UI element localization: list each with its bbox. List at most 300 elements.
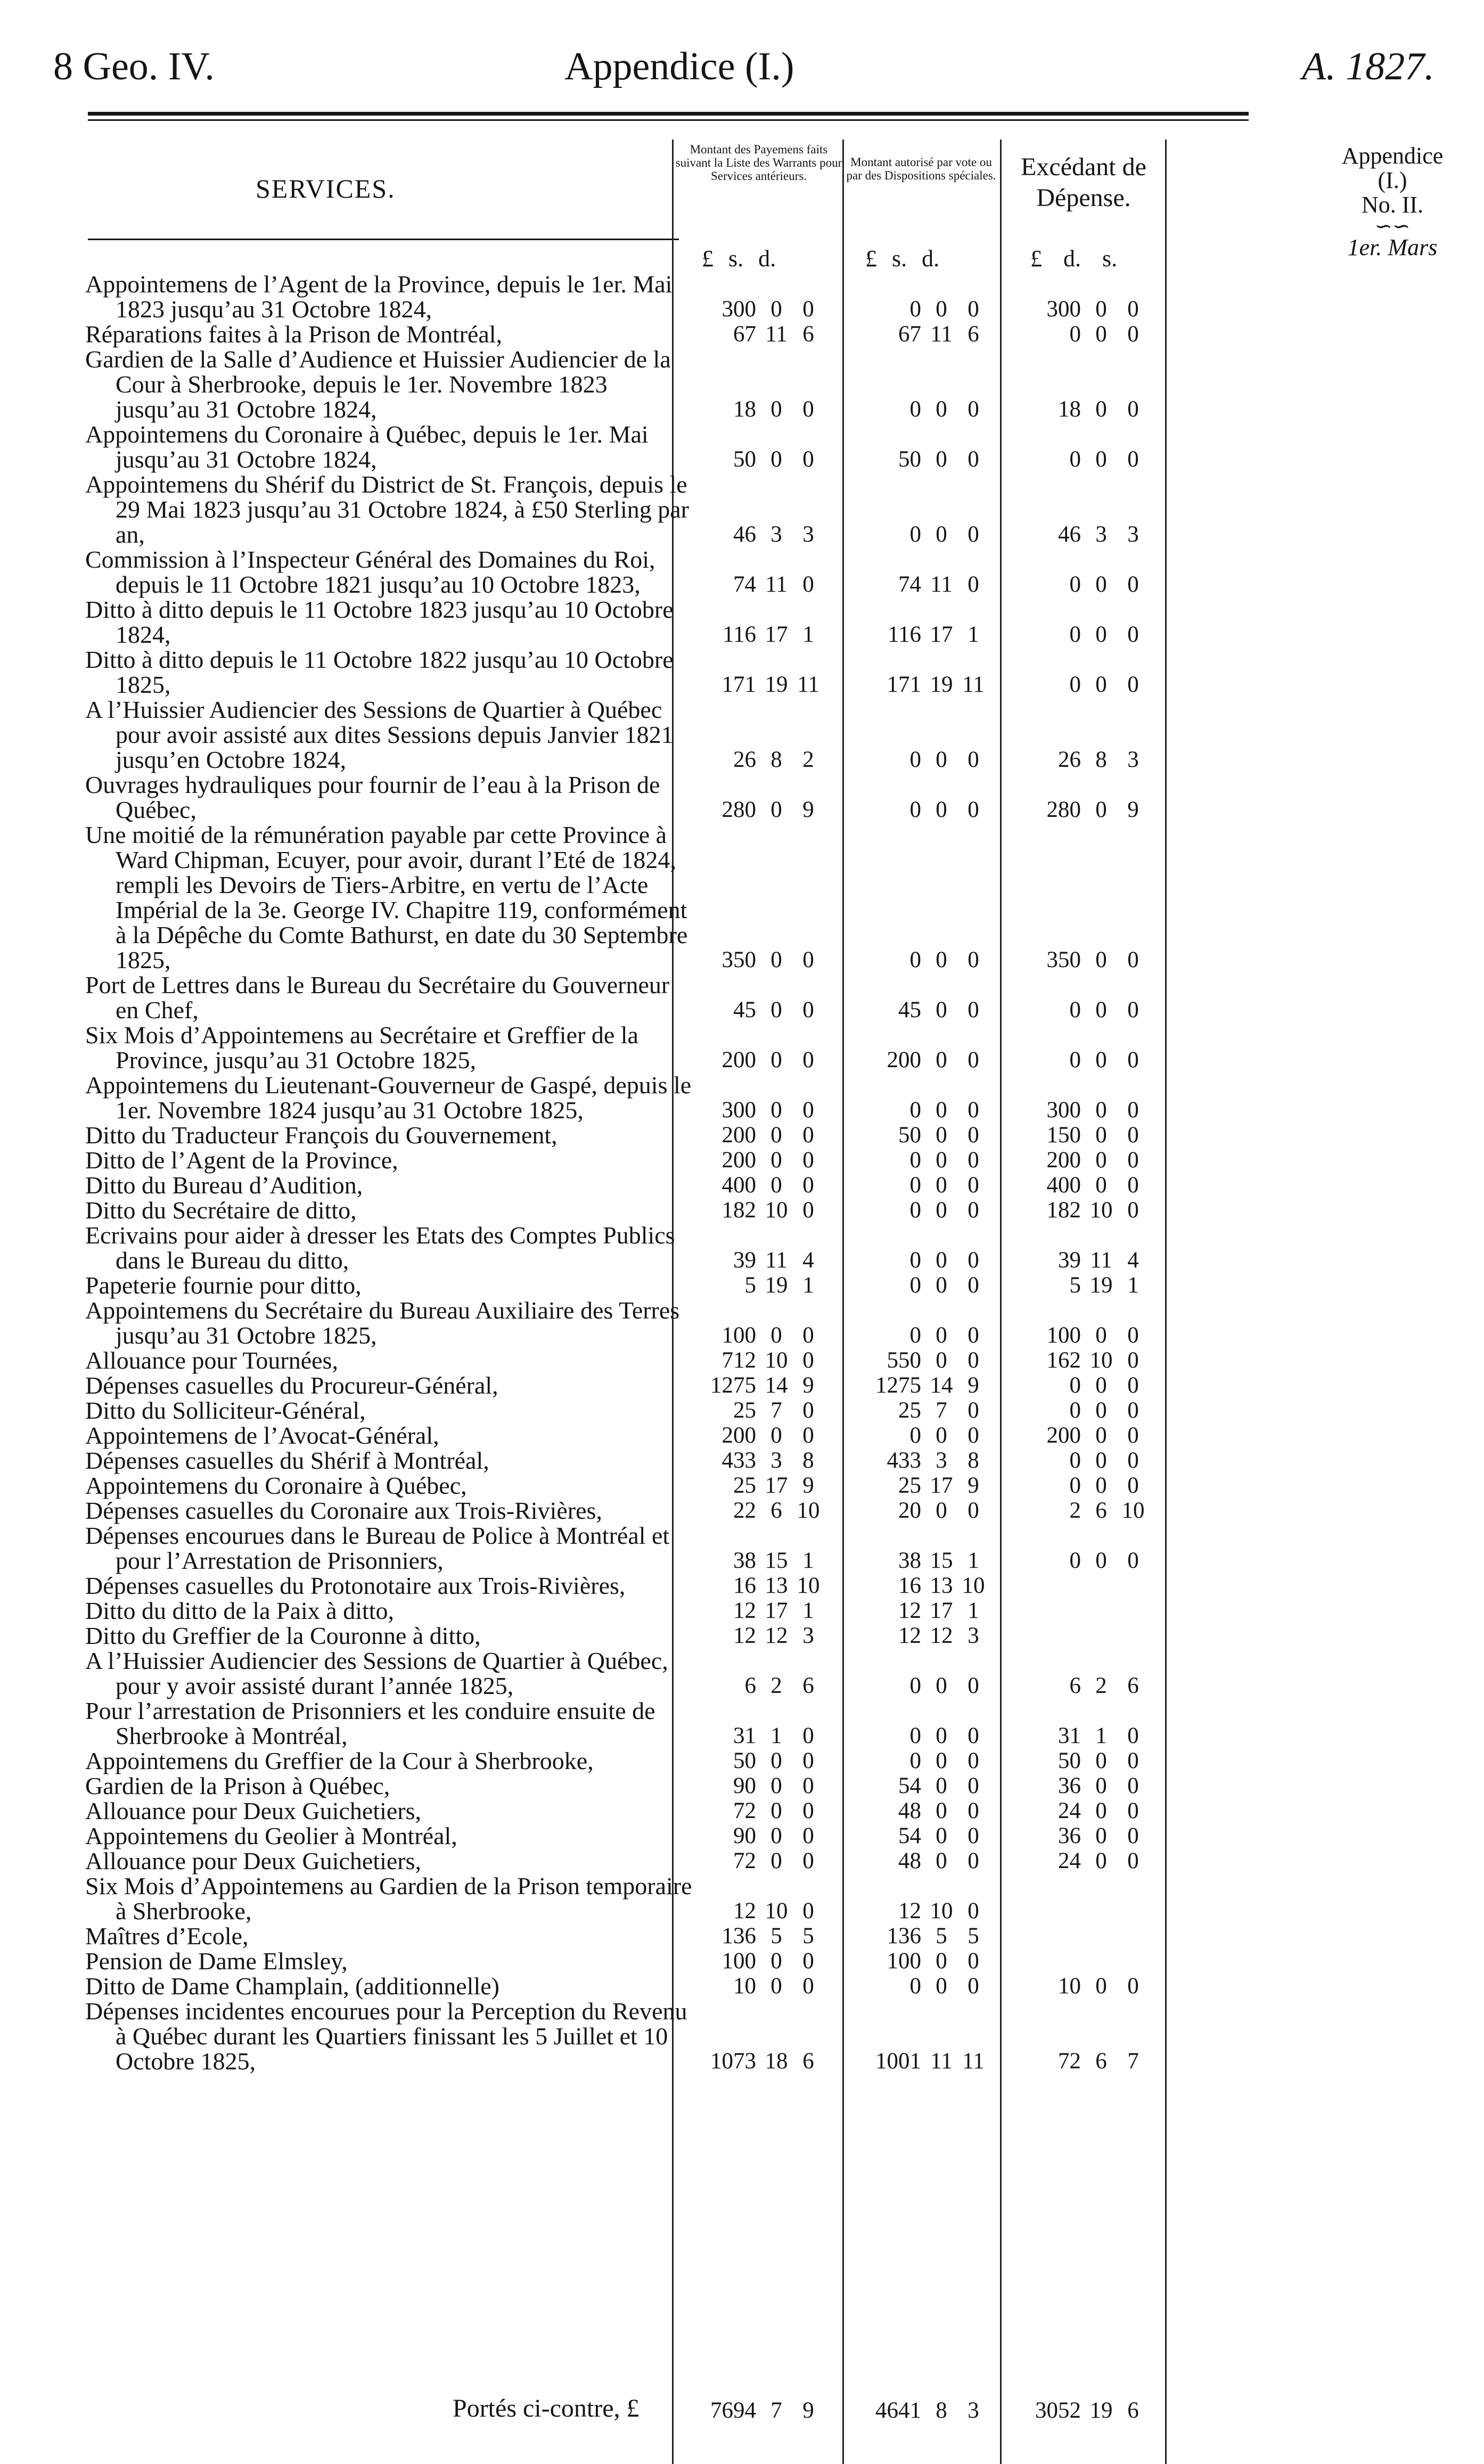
service-description: A l’Huissier Audiencier des Sessions de Quartier à Québec pour avoir assisté aux dites Sessions depuis Janvier 1821 jusqu’en Octobre 1824, — [85, 696, 674, 773]
table-row — [85, 1148, 1177, 1173]
shillings: 0 — [1095, 297, 1107, 322]
pence: 0 — [802, 1198, 814, 1223]
page-header-title: Appendice (I.) — [564, 45, 794, 88]
pounds: 300 — [1046, 1098, 1081, 1123]
shillings: 0 — [1095, 797, 1107, 822]
authorised-amount — [863, 1047, 989, 1073]
pence: 0 — [802, 1773, 814, 1798]
service-description: Appointemens du Coronaire à Québec, — [85, 1472, 467, 1499]
authorised-amount — [863, 1123, 989, 1148]
pounds: 200 — [721, 1148, 756, 1173]
payment-amount — [698, 1047, 824, 1073]
pounds: 31 — [733, 1723, 756, 1748]
authorised-amount — [863, 1898, 989, 1923]
pence: 0 — [1127, 997, 1139, 1022]
units-excess — [1030, 245, 1117, 272]
pounds: 200 — [721, 1047, 756, 1073]
pence: 6 — [802, 2049, 814, 2074]
service-description: Ditto à ditto depuis le 11 Octobre 1823 jusqu’au 10 Octobre 1824, — [85, 596, 674, 648]
table-row — [85, 1448, 1177, 1473]
excess-amount — [1022, 447, 1149, 472]
authorised-amount — [863, 397, 989, 422]
pounds: 0 — [1069, 322, 1081, 347]
column-header-excess: Excédant de Dépense. — [1021, 153, 1146, 212]
shillings: 11 — [930, 2049, 953, 2074]
service-description: A l’Huissier Audiencier des Sessions de Quartier à Québec, pour y avoir assisté durant l’année 1825, — [85, 1647, 668, 1699]
pence: 0 — [1127, 672, 1139, 697]
pence: 0 — [968, 747, 979, 772]
shillings: 0 — [936, 1348, 947, 1373]
unit-label: d. — [758, 245, 776, 272]
pounds: 50 — [1058, 1748, 1081, 1773]
pence: 0 — [1127, 1748, 1139, 1773]
pounds: 171 — [887, 672, 921, 697]
payment-amount — [698, 1823, 824, 1848]
margin-note — [1326, 144, 1459, 260]
pounds: 0 — [909, 797, 921, 822]
shillings: 0 — [936, 1798, 947, 1823]
payment-amount — [698, 1949, 824, 1974]
table-row — [85, 647, 1177, 697]
service-description: Ecrivains pour aider à dresser les Etats des Comptes Publics dans le Bureau du ditto, — [85, 1222, 675, 1274]
service-description: Appointemens du Geolier à Montréal, — [85, 1822, 457, 1849]
units-authorised — [865, 245, 939, 272]
table-row — [85, 772, 1177, 822]
shillings: 0 — [1095, 1123, 1107, 1148]
excess-amount — [1022, 522, 1149, 547]
shillings: 0 — [1095, 447, 1107, 472]
unit-label: d. — [1063, 245, 1081, 272]
shillings: 0 — [936, 1773, 947, 1798]
service-description: Gardien de la Prison à Québec, — [85, 1772, 390, 1799]
excess-amount — [1022, 672, 1149, 697]
pence: 0 — [1127, 572, 1139, 597]
excess-amount — [1022, 1548, 1149, 1573]
pounds: 200 — [887, 1047, 921, 1073]
shillings: 0 — [936, 1248, 947, 1273]
authorised-amount — [863, 1923, 989, 1949]
pounds: 0 — [909, 1723, 921, 1748]
shillings: 0 — [936, 1974, 947, 1999]
pounds: 67 — [733, 322, 756, 347]
pence: 0 — [968, 997, 979, 1022]
table-row — [85, 1198, 1177, 1223]
payment-amount — [698, 1848, 824, 1873]
pounds: 0 — [1069, 622, 1081, 647]
authorised-amount — [863, 1273, 989, 1298]
shillings: 17 — [930, 622, 953, 647]
payment-amount — [698, 1748, 824, 1773]
pence: 0 — [1127, 322, 1139, 347]
shillings: 19 — [765, 672, 788, 697]
shillings: 10 — [1089, 1198, 1113, 1223]
pence: 0 — [1127, 1098, 1139, 1123]
service-description: Ditto de Dame Champlain, (additionnelle) — [85, 1972, 499, 2000]
shillings: 0 — [1095, 1823, 1107, 1848]
service-description: Dépenses casuelles du Procureur-Général, — [85, 1372, 498, 1399]
pence: 9 — [802, 797, 814, 822]
shillings: 11 — [930, 572, 953, 597]
excess-amount — [1022, 947, 1149, 972]
authorised-amount — [863, 747, 989, 772]
pence: 0 — [968, 797, 979, 822]
pounds: 0 — [909, 1748, 921, 1773]
table-row — [85, 1823, 1177, 1848]
total-row — [85, 2394, 1177, 2423]
pence: 11 — [962, 672, 985, 697]
table-row — [85, 697, 1177, 772]
service-description: Six Mois d’Appointemens au Gardien de la Prison temporaire à Sherbrooke, — [85, 1872, 692, 1925]
shillings: 19 — [1089, 2398, 1113, 2423]
service-description: Ditto du ditto de la Paix à ditto, — [85, 1597, 395, 1624]
pence: 1 — [968, 622, 979, 647]
pounds: 39 — [1058, 1248, 1081, 1273]
shillings: 8 — [1095, 747, 1107, 772]
pounds: 74 — [733, 572, 756, 597]
pounds: 16 — [733, 1573, 756, 1598]
pounds: 25 — [733, 1398, 756, 1423]
pounds: 50 — [898, 447, 921, 472]
authorised-amount — [863, 322, 989, 347]
shillings: 3 — [770, 1448, 782, 1473]
pounds: 136 — [887, 1923, 921, 1949]
table-row — [85, 1373, 1177, 1398]
table-row — [85, 1022, 1177, 1073]
pounds: 25 — [733, 1473, 756, 1498]
margin-note-line: Appendice — [1341, 143, 1444, 169]
authorised-amount — [863, 672, 989, 697]
unit-label: £ — [865, 245, 877, 272]
pence: 0 — [968, 1949, 979, 1974]
authorised-amount — [863, 1398, 989, 1423]
table-row — [85, 1974, 1177, 1999]
excess-amount — [1022, 297, 1149, 322]
pounds: 300 — [1046, 297, 1081, 322]
table-row — [85, 1623, 1177, 1648]
shillings: 10 — [930, 1898, 953, 1923]
service-description: Commission à l’Inspecteur Général des Domaines du Roi, depuis le 11 Octobre 1821 jusqu’au 10 Octobre 1823, — [85, 546, 655, 598]
pence: 0 — [802, 1748, 814, 1773]
pounds: 72 — [733, 1848, 756, 1873]
pence: 0 — [968, 1673, 979, 1698]
pence: 0 — [968, 1323, 979, 1348]
pence: 0 — [1127, 1448, 1139, 1473]
pence: 0 — [968, 1823, 979, 1848]
payment-amount — [698, 1148, 824, 1173]
service-description: Appointemens du Greffier de la Cour à Sherbrooke, — [85, 1747, 594, 1774]
table-row — [85, 1949, 1177, 1974]
pounds: 136 — [721, 1923, 756, 1949]
service-description: Six Mois d’Appointemens au Secrétaire et Greffier de la Province, jusqu’au 31 Octobre 1825, — [85, 1021, 638, 1074]
pence: 5 — [802, 1923, 814, 1949]
service-description: Ditto du Solliciteur-Général, — [85, 1397, 366, 1424]
shillings: 0 — [770, 1148, 782, 1173]
shillings: 3 — [770, 522, 782, 547]
table-row — [85, 1648, 1177, 1698]
pence: 0 — [802, 1148, 814, 1173]
shillings: 0 — [770, 1123, 782, 1148]
payment-amount — [698, 1248, 824, 1273]
service-description: Appointemens du Coronaire à Québec, depuis le 1er. Mai jusqu’au 31 Octobre 1824, — [85, 421, 649, 473]
authorised-amount — [863, 1173, 989, 1198]
authorised-amount — [863, 1723, 989, 1748]
pounds: 90 — [733, 1773, 756, 1798]
pounds: 18 — [733, 397, 756, 422]
pounds: 182 — [1046, 1198, 1081, 1223]
shillings: 0 — [936, 1848, 947, 1873]
pence: 6 — [802, 322, 814, 347]
table-row — [85, 1398, 1177, 1423]
shillings: 14 — [930, 1373, 953, 1398]
pounds: 116 — [723, 622, 756, 647]
pounds: 25 — [898, 1473, 921, 1498]
pence: 0 — [802, 1898, 814, 1923]
excess-amount — [1022, 1723, 1149, 1748]
pounds: 20 — [898, 1498, 921, 1523]
excess-amount — [1022, 1348, 1149, 1373]
table-row — [85, 1298, 1177, 1348]
shillings: 11 — [765, 572, 788, 597]
excess-amount — [1022, 1498, 1149, 1523]
pounds: 0 — [1069, 1373, 1081, 1398]
pounds: 100 — [721, 1323, 756, 1348]
shillings: 0 — [770, 797, 782, 822]
pence: 0 — [802, 1823, 814, 1848]
pence: 0 — [1127, 1723, 1139, 1748]
pounds: 0 — [909, 747, 921, 772]
shillings: 0 — [770, 1848, 782, 1873]
total-excess — [1022, 2398, 1149, 2423]
authorised-amount — [863, 1373, 989, 1398]
payment-amount — [698, 1598, 824, 1623]
pounds: 116 — [888, 622, 921, 647]
shillings: 17 — [765, 622, 788, 647]
pence: 0 — [1127, 947, 1139, 972]
header-rule-thick — [88, 112, 1249, 116]
pounds: 46 — [733, 522, 756, 547]
pence: 0 — [968, 397, 979, 422]
payment-amount — [698, 672, 824, 697]
excess-amount — [1022, 797, 1149, 822]
excess-amount — [1022, 572, 1149, 597]
payment-amount — [698, 1974, 824, 1999]
shillings: 0 — [770, 397, 782, 422]
pounds: 0 — [909, 1098, 921, 1123]
excess-amount — [1022, 1773, 1149, 1798]
shillings: 17 — [930, 1598, 953, 1623]
pence: 0 — [968, 1248, 979, 1273]
payment-amount — [698, 297, 824, 322]
excess-amount — [1022, 1047, 1149, 1073]
table-row — [85, 1573, 1177, 1598]
table-row — [85, 1348, 1177, 1373]
excess-amount — [1022, 1473, 1149, 1498]
shillings: 0 — [936, 522, 947, 547]
authorised-amount — [863, 1548, 989, 1573]
pence: 0 — [1127, 1423, 1139, 1448]
service-description: Dépenses casuelles du Coronaire aux Trois-Rivières, — [85, 1497, 602, 1524]
margin-note-date: 1er. Mars — [1347, 234, 1438, 260]
pounds: 74 — [898, 572, 921, 597]
excess-amount — [1022, 397, 1149, 422]
authorised-amount — [863, 1498, 989, 1523]
pence: 5 — [968, 1923, 979, 1949]
table-row — [85, 1773, 1177, 1798]
pounds: 100 — [887, 1949, 921, 1974]
excess-amount — [1022, 1398, 1149, 1423]
pounds: 1001 — [875, 2049, 921, 2074]
shillings: 19 — [1089, 1273, 1113, 1298]
pence: 8 — [802, 1448, 814, 1473]
pence: 10 — [1121, 1498, 1145, 1523]
service-description: Dépenses casuelles du Shérif à Montréal, — [85, 1447, 489, 1474]
shillings: 0 — [770, 1773, 782, 1798]
pence: 0 — [968, 1173, 979, 1198]
table-row — [85, 1498, 1177, 1523]
excess-amount — [1022, 1848, 1149, 1873]
pence: 3 — [802, 1623, 814, 1648]
pence: 0 — [1127, 1974, 1139, 1999]
authorised-amount — [863, 1748, 989, 1773]
pence: 0 — [968, 1498, 979, 1523]
pounds: 150 — [1046, 1123, 1081, 1148]
authorised-amount — [863, 1448, 989, 1473]
services-underline — [88, 239, 679, 240]
page-header-year: A. 1827. — [1302, 45, 1434, 88]
service-description: Dépenses encourues dans le Bureau de Police à Montréal et pour l’Arrestation de Prisonniers, — [85, 1522, 670, 1574]
pence: 1 — [968, 1548, 979, 1573]
authorised-amount — [863, 997, 989, 1022]
pence: 9 — [1127, 797, 1139, 822]
pence: 1 — [1127, 1273, 1139, 1298]
authorised-amount — [863, 797, 989, 822]
pence: 0 — [968, 1123, 979, 1148]
shillings: 0 — [936, 1823, 947, 1848]
excess-amount — [1022, 1673, 1149, 1698]
pounds: 48 — [898, 1798, 921, 1823]
payment-amount — [698, 397, 824, 422]
shillings: 0 — [770, 1323, 782, 1348]
shillings: 0 — [1095, 1423, 1107, 1448]
pounds: 300 — [721, 297, 756, 322]
payment-amount — [698, 747, 824, 772]
authorised-amount — [863, 1323, 989, 1348]
payment-amount — [698, 1173, 824, 1198]
authorised-amount — [863, 1423, 989, 1448]
shillings: 17 — [765, 1598, 788, 1623]
service-description: Réparations faites à la Prison de Montréal, — [85, 321, 503, 348]
excess-amount — [1022, 1748, 1149, 1773]
authorised-amount — [863, 1598, 989, 1623]
excess-amount — [1022, 1373, 1149, 1398]
payment-amount — [698, 797, 824, 822]
shillings: 2 — [770, 1673, 782, 1698]
authorised-amount — [863, 947, 989, 972]
shillings: 0 — [936, 1723, 947, 1748]
pence: 7 — [1127, 2049, 1139, 2074]
pence: 0 — [1127, 1473, 1139, 1498]
pence: 0 — [802, 297, 814, 322]
shillings: 0 — [1095, 1373, 1107, 1398]
excess-amount — [1022, 2049, 1149, 2074]
pence: 0 — [1127, 622, 1139, 647]
shillings: 19 — [930, 672, 953, 697]
pence: 9 — [968, 1473, 979, 1498]
pence: 0 — [802, 1848, 814, 1873]
pounds: 0 — [909, 947, 921, 972]
service-description: Ditto du Bureau d’Audition, — [85, 1172, 363, 1199]
authorised-amount — [863, 1098, 989, 1123]
pounds: 0 — [1069, 672, 1081, 697]
service-description: Appointemens du Lieutenant-Gouverneur de Gaspé, depuis le 1er. Novembre 1824 jusqu’au 31 Octobre 1825, — [85, 1071, 692, 1124]
pence: 0 — [968, 1773, 979, 1798]
pence: 0 — [802, 1723, 814, 1748]
pounds: 200 — [721, 1423, 756, 1448]
service-description: Ditto du Traducteur François du Gouvernement, — [85, 1122, 557, 1149]
unit-label: s. — [1102, 245, 1118, 272]
payment-amount — [698, 1198, 824, 1223]
pounds: 300 — [721, 1098, 756, 1123]
payment-amount — [698, 447, 824, 472]
service-description: Maîtres d’Ecole, — [85, 1922, 249, 1950]
pounds: 16 — [898, 1573, 921, 1598]
pence: 0 — [968, 1047, 979, 1073]
service-description: Appointemens du Secrétaire du Bureau Auxiliaire des Terres jusqu’au 31 Octobre 1825, — [85, 1297, 680, 1349]
pounds: 6 — [1069, 1673, 1081, 1698]
service-description: Dépenses incidentes encourues pour la Perception du Revenu à Québec durant les Quartiers finissant les 5 Juillet et 10 Octobre 1825, — [85, 1998, 687, 2075]
pence: 0 — [968, 1848, 979, 1873]
pounds: 25 — [898, 1398, 921, 1423]
pence: 10 — [797, 1498, 820, 1523]
table-row — [85, 822, 1177, 972]
pence: 3 — [1127, 747, 1139, 772]
pence: 8 — [968, 1448, 979, 1473]
shillings: 10 — [765, 1198, 788, 1223]
payment-amount — [698, 1623, 824, 1648]
excess-amount — [1022, 1823, 1149, 1848]
pence: 0 — [802, 447, 814, 472]
shillings: 0 — [936, 1423, 947, 1448]
table-row — [85, 1748, 1177, 1773]
authorised-amount — [863, 1974, 989, 1999]
pounds: 280 — [1046, 797, 1081, 822]
table-row — [85, 1848, 1177, 1873]
payment-amount — [698, 572, 824, 597]
pounds: 12 — [898, 1623, 921, 1648]
pounds: 31 — [1058, 1723, 1081, 1748]
service-description: Une moitié de la rémunération payable par cette Province à Ward Chipman, Ecuyer, pour avoir, durant l’Eté de 1824, rempli les Devoirs de Tiers-Arbitre, en vertu de l’Acte Impérial de la 3e. George IV. Chapitre 119, conformément à la Dépêche du Comte Bathurst, en date du 30 Septembre 1825, — [85, 821, 688, 973]
shillings: 1 — [770, 1723, 782, 1748]
shillings: 18 — [765, 2049, 788, 2074]
pence: 0 — [1127, 1373, 1139, 1398]
pounds: 12 — [733, 1623, 756, 1648]
pence: 0 — [1127, 397, 1139, 422]
total-label: Portés ci-contre, £ — [453, 2394, 639, 2422]
pence: 1 — [802, 1598, 814, 1623]
pounds: 24 — [1058, 1798, 1081, 1823]
pounds: 50 — [898, 1123, 921, 1148]
shillings: 0 — [936, 1123, 947, 1148]
shillings: 0 — [936, 1323, 947, 1348]
shillings: 7 — [936, 1398, 947, 1423]
excess-amount — [1022, 1423, 1149, 1448]
pence: 0 — [802, 1398, 814, 1423]
pounds: 26 — [1058, 747, 1081, 772]
authorised-amount — [863, 1248, 989, 1273]
pounds: 1275 — [875, 1373, 921, 1398]
pounds: 0 — [909, 1273, 921, 1298]
unit-label: £ — [702, 245, 714, 272]
